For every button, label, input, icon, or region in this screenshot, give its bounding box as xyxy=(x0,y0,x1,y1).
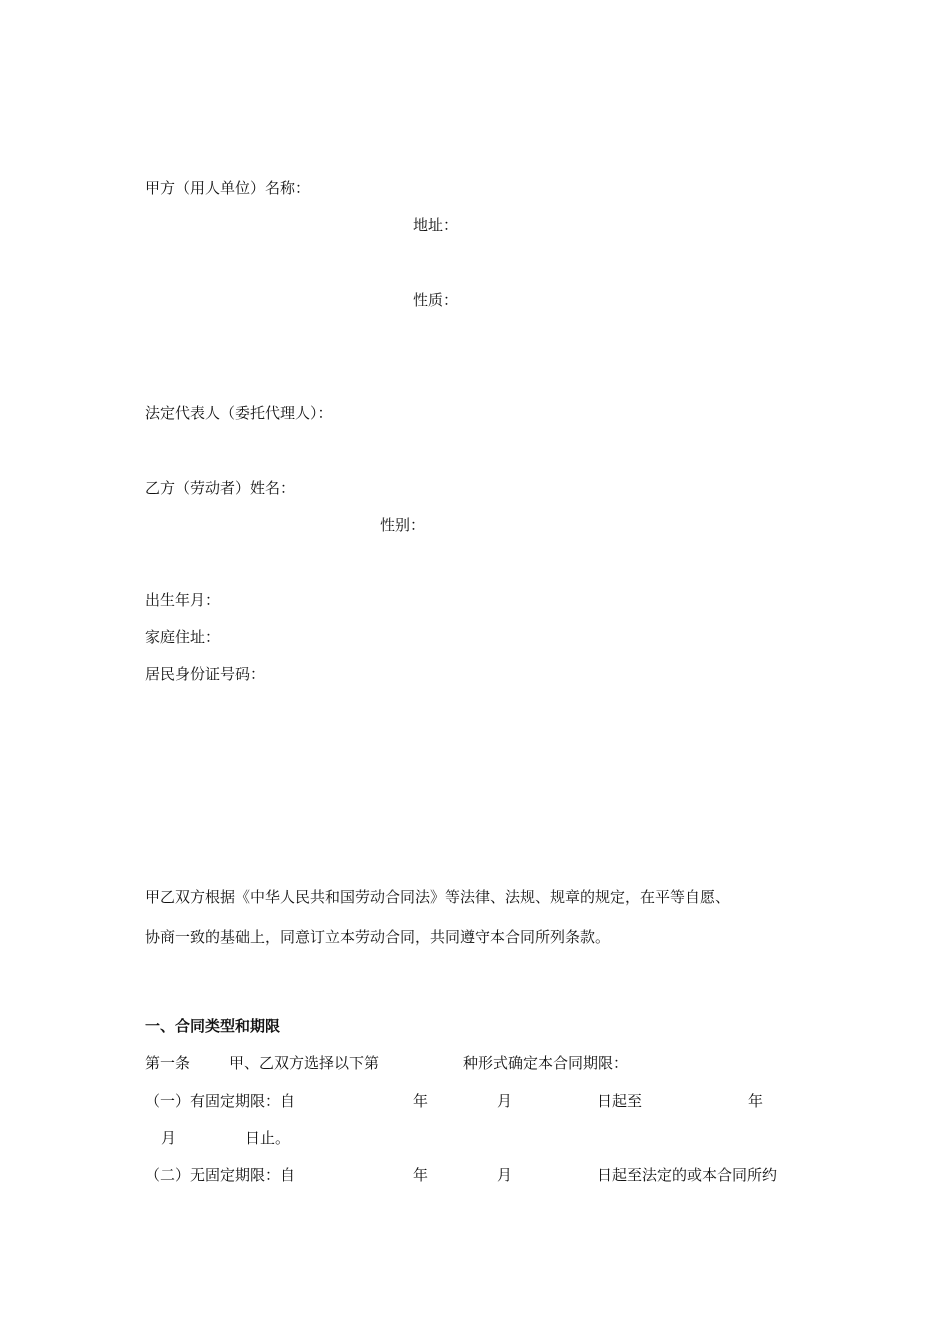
preamble-line-1: 甲乙双方根据《中华人民共和国劳动合同法》等法律、法规、规章的规定，在平等自愿、 xyxy=(145,888,731,906)
party-a-name-label: 甲方（用人单位）名称： xyxy=(145,179,311,197)
open-term-year: 年 xyxy=(413,1166,429,1184)
fixed-term-year-2: 年 xyxy=(748,1092,764,1110)
legal-representative-label: 法定代表人（委托代理人）： xyxy=(145,404,333,422)
party-b-birth-label: 出生年月： xyxy=(145,591,221,609)
article-1-text-a: 甲、乙双方选择以下第 xyxy=(229,1054,380,1072)
party-a-nature-label: 性质： xyxy=(413,291,459,309)
fixed-term-day-from: 日起至 xyxy=(597,1092,643,1110)
party-b-home-address-label: 家庭住址： xyxy=(145,628,221,646)
fixed-term-label: （一）有固定期限：自 xyxy=(145,1092,296,1110)
fixed-term-month-1: 月 xyxy=(497,1092,513,1110)
fixed-term-month-2: 月 xyxy=(161,1129,177,1147)
article-1-text-b: 种形式确定本合同期限： xyxy=(463,1054,629,1072)
preamble-line-2: 协商一致的基础上，同意订立本劳动合同，共同遵守本合同所列条款。 xyxy=(145,928,611,946)
fixed-term-day-end: 日止。 xyxy=(245,1129,291,1147)
open-term-tail: 日起至法定的或本合同所约 xyxy=(597,1166,778,1184)
section-1-heading: 一、合同类型和期限 xyxy=(145,1017,281,1035)
fixed-term-year-1: 年 xyxy=(413,1092,429,1110)
party-b-id-number-label: 居民身份证号码： xyxy=(145,665,266,683)
party-b-gender-label: 性别： xyxy=(380,516,426,534)
open-term-label: （二）无固定期限：自 xyxy=(145,1166,296,1184)
party-b-name-label: 乙方（劳动者）姓名： xyxy=(145,479,296,497)
open-term-month: 月 xyxy=(497,1166,513,1184)
article-1-label: 第一条 xyxy=(145,1054,191,1072)
party-a-address-label: 地址： xyxy=(413,216,459,234)
